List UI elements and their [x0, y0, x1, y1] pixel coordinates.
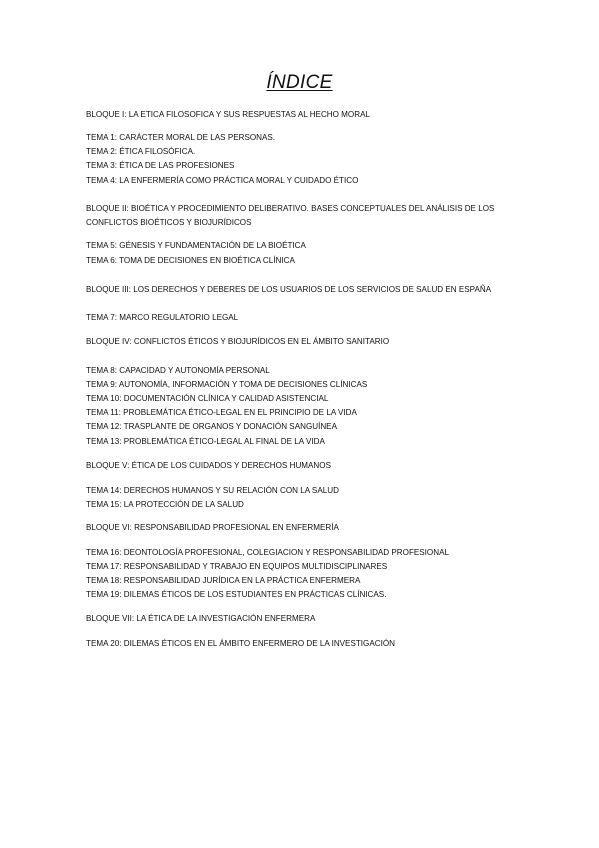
topic-line: TEMA 14: DERECHOS HUMANOS Y SU RELACIÓN CON LA SALUD: [86, 486, 339, 495]
topic-line: TEMA 11: PROBLEMÁTICA ÉTICO-LEGAL EN EL PRINCIPIO DE LA VIDA: [86, 408, 357, 417]
topic-line: TEMA 16: DEONTOLOGÍA PROFESIONAL, COLEGIACION Y RESPONSABILIDAD PROFESIONAL: [86, 548, 449, 557]
block-heading: BLOQUE III: LOS DERECHOS Y DEBERES DE LOS USUARIOS DE LOS SERVICIOS DE SALUD EN ESPAÑA: [86, 285, 492, 294]
block-heading: BLOQUE IV: CONFLICTOS ÉTICOS Y BIOJURÍDICOS EN EL ÁMBITO SANITARIO: [86, 337, 390, 346]
block-heading: BLOQUE V: ÉTICA DE LOS CUIDADOS Y DERECHOS HUMANOS: [86, 461, 331, 470]
topic-line: TEMA 19: DILEMAS ÉTICOS DE LOS ESTUDIANTES EN PRÁCTICAS CLÍNICAS.: [86, 590, 387, 599]
block-heading: BLOQUE I: LA ETICA FILOSOFICA Y SUS RESPUESTAS AL HECHO MORAL: [86, 110, 370, 119]
topic-line: TEMA 10: DOCUMENTACIÓN CLÍNICA Y CALIDAD ASISTENCIAL: [86, 394, 329, 403]
topic-line: TEMA 6: TOMA DE DECISIONES EN BIOÉTICA CLÍNICA: [86, 256, 295, 265]
topic-line: TEMA 2: ÉTICA FILOSÓFICA.: [86, 147, 196, 156]
topic-line: TEMA 5: GÉNESIS Y FUNDAMENTACIÓN DE LA BIOÉTICA: [86, 241, 306, 250]
topic-line: TEMA 17: RESPONSABILIDAD Y TRABAJO EN EQUIPOS MULTIDISCIPLINARES: [86, 562, 388, 571]
block-heading: BLOQUE VII: LA ÉTICA DE LA INVESTIGACIÓN ENFERMERA: [86, 614, 316, 623]
topic-line: TEMA 18: RESPONSABILIDAD JURÍDICA EN LA PRÁCTICA ENFERMERA: [86, 576, 361, 585]
topic-line: TEMA 1: CARÁCTER MORAL DE LAS PERSONAS.: [86, 133, 276, 142]
block-heading: BLOQUE II: BIOÉTICA Y PROCEDIMIENTO DELIBERATIVO. BASES CONCEPTUALES DEL ANÁLISIS DE LOS CONFLICTOS BIOÉTICOS Y BIOJURÍDICOS: [86, 204, 495, 227]
topic-line: TEMA 20: DILEMAS ÉTICOS EN EL ÁMBITO ENFERMERO DE LA INVESTIGACIÓN: [86, 639, 395, 648]
topic-line: TEMA 12: TRASPLANTE DE ORGANOS Y DONACIÓN SANGUÍNEA: [86, 422, 337, 431]
topic-line: TEMA 8: CAPACIDAD Y AUTONOMÍA PERSONAL: [86, 366, 270, 375]
topic-line: TEMA 13: PROBLEMÁTICA ÉTICO-LEGAL AL FINAL DE LA VIDA: [86, 437, 325, 446]
topic-line: TEMA 3: ÉTICA DE LAS PROFESIONES: [86, 161, 235, 170]
topic-line: TEMA 4: LA ENFERMERÍA COMO PRÁCTICA MORAL Y CUIDADO ÉTICO: [86, 176, 359, 185]
topic-line: TEMA 9: AUTONOMÍA, INFORMACIÓN Y TOMA DE DECISIONES CLÍNICAS: [86, 380, 368, 389]
topic-line: TEMA 7: MARCO REGULATORIO LEGAL: [86, 313, 239, 322]
topic-line: TEMA 15: LA PROTECCIÓN DE LA SALUD: [86, 500, 244, 509]
page-title: ÍNDICE: [266, 72, 333, 93]
block-heading: BLOQUE VI: RESPONSABILIDAD PROFESIONAL EN ENFERMERÍA: [86, 523, 339, 532]
